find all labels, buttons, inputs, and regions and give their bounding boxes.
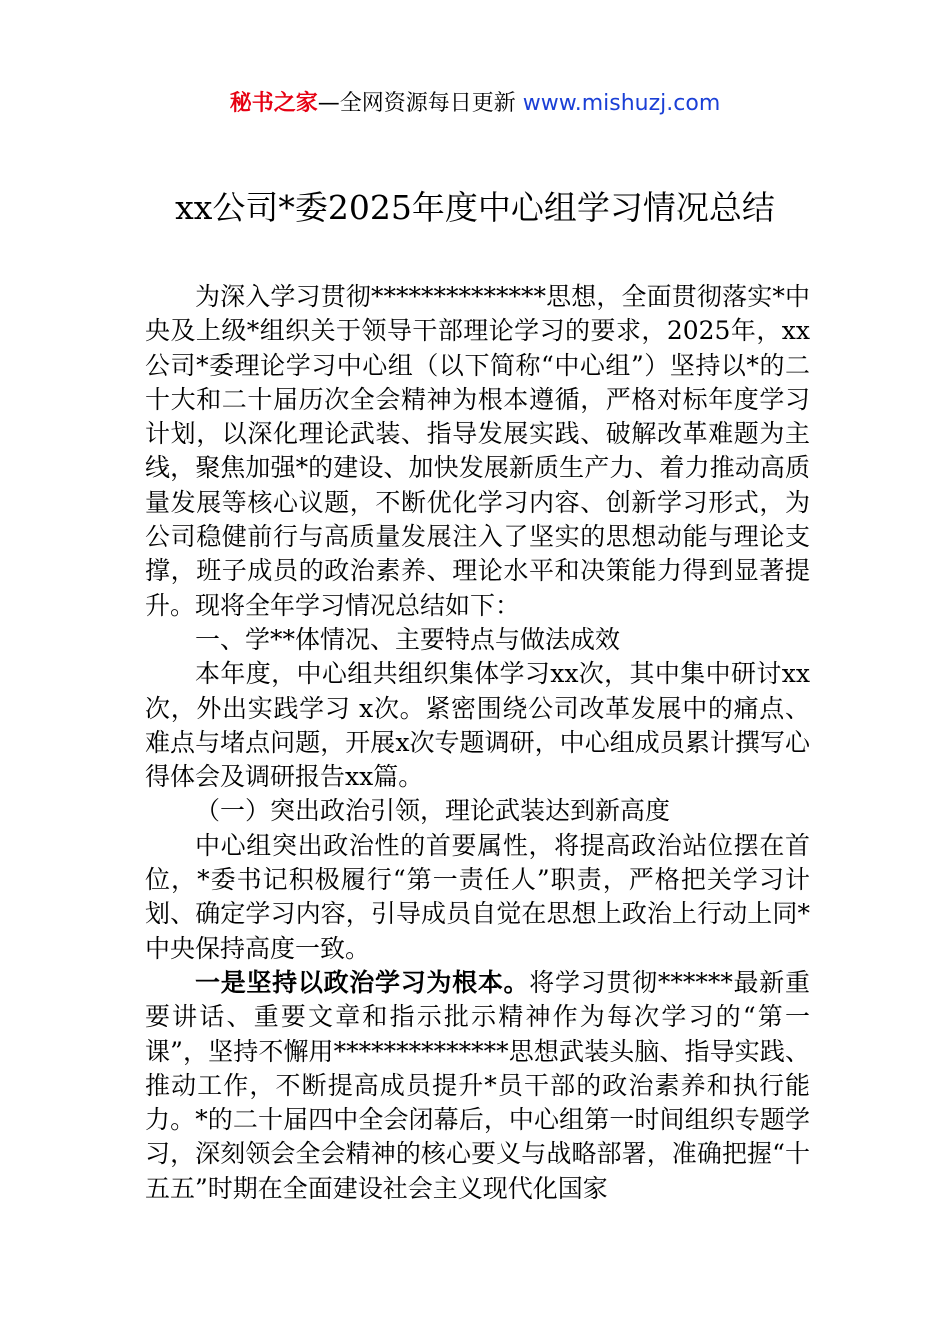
site-brand: 秘书之家 bbox=[229, 91, 318, 116]
document-title: xx公司*委2025年度中心组学习情况总结 bbox=[175, 188, 775, 227]
political-study-text: 将学习贯彻******最新重要讲话、重要文章和指示批示精神作为每次学习的“第一课”，坚持不懈用**************思想武装头脑、指导实践、推动工作，不断提高成员提升*员干部的政治素养和执行能力。*的二十届四中全会闭幕后，中心组第一时间组织专题学习，深刻领会全会精神的核心要义与战略部署，准确把握“十五五”时期在全面建设社会主义现代化国家 bbox=[145, 967, 810, 1203]
intro-paragraph: 为深入学习贯彻**************思想，全面贯彻落实*中央及上级*组织关于领导干部理论学习的要求，2025年，xx公司*委理论学习中心组（以下简称“中心组”）坚持以*的二十大和二十届历次全会精神为根本遵循，严格对标年度学习计划，以深化理论武装、指导发展实践、破解改革难题为主线，聚焦加强*的建设、加快发展新质生产力、着力推动高质量发展等核心议题，不断优化学习内容、创新学习形式，为公司稳健前行与高质量发展注入了坚实的思想动能与理论支撑，班子成员的政治素养、理论水平和决策能力得到显著提升。现将全年学习情况总结如下： bbox=[145, 282, 810, 620]
site-url-link[interactable]: www.mishuzj.com bbox=[522, 91, 721, 116]
political-leadership-paragraph: 中心组突出政治性的首要属性，将提高政治站位摆在首位，*委书记积极履行“第一责任人”职责，严格把关学习计划、确定学习内容，引导成员自觉在思想上政治上行动上同*中央保持高度一致。 bbox=[145, 830, 810, 963]
site-header bbox=[0, 88, 950, 120]
bold-lead-text: 一是坚持以政治学习为根本。 bbox=[195, 967, 530, 997]
section-heading-1: 一、学**体情况、主要特点与做法成效 bbox=[195, 624, 621, 654]
document-body bbox=[145, 280, 810, 1206]
subsection-heading-1: （一）突出政治引领，理论武装达到新高度 bbox=[195, 796, 671, 826]
political-study-paragraph bbox=[145, 966, 810, 1206]
summary-paragraph: 本年度，中心组共组织集体学习xx次，其中集中研讨xx次，外出实践学习 x次。紧密围绕公司改革发展中的痛点、难点与堵点问题，开展x次专题调研，中心组成员累计撰写心得体会及调研报告xx篇。 bbox=[145, 659, 810, 792]
site-slogan: —全网资源每日更新 bbox=[317, 91, 523, 116]
